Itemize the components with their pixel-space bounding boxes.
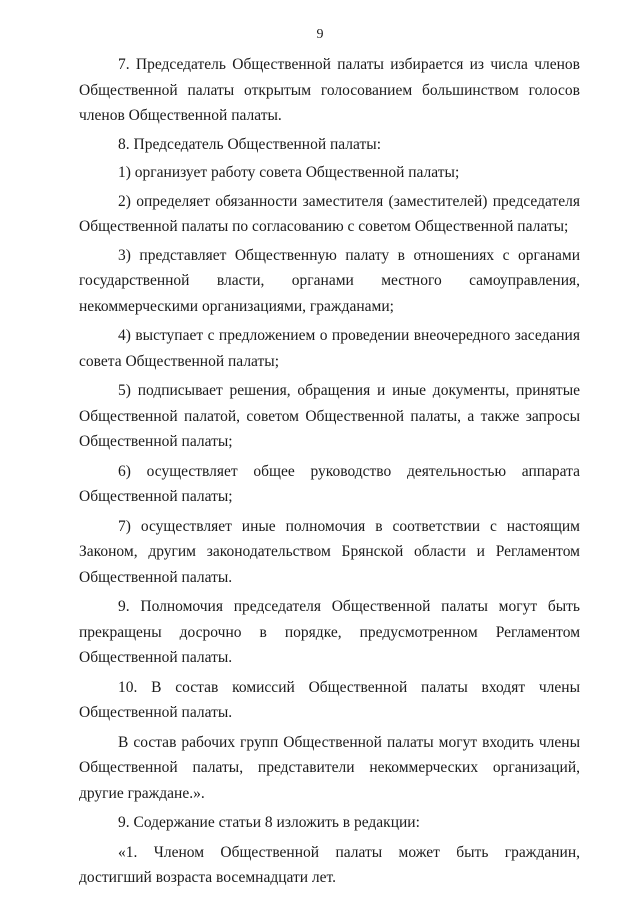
paragraph-item-5: 5) подписывает решения, обращения и иные документы, принятые Общественной палатой, советом Общественной палаты, а также запросы Общественной палаты; bbox=[79, 382, 580, 450]
paragraph-chairman-election: 7. Председатель Общественной палаты избирается из числа членов Общественной палаты открытым голосованием большинством голосов членов Общественной палаты. bbox=[79, 56, 580, 124]
paragraph-member-eligibility: «1. Членом Общественной палаты может быть гражданин, достигший возраста восемнадцати лет. bbox=[79, 843, 580, 886]
paragraph-termination: 9. Полномочия председателя Общественной палаты могут быть прекращены досрочно в порядке, предусмотренном Регламентом Общественной палаты. bbox=[79, 598, 580, 666]
paragraph-item-3: 3) представляет Общественную палату в отношениях с органами государственной власти, органами местного самоуправления, некоммерческими организациями, гражданами; bbox=[79, 246, 580, 315]
paragraph-working-groups: В состав рабочих групп Общественной палаты могут входить члены Общественной палаты, представители некоммерческих организаций, другие граждане.». bbox=[79, 733, 580, 802]
paragraph-article-8-amendment: 9. Содержание статьи 8 изложить в редакции: bbox=[118, 814, 420, 831]
document-body bbox=[79, 52, 580, 891]
paragraph-item-6: 6) осуществляет общее руководство деятельностью аппарата Общественной палаты; bbox=[79, 462, 580, 505]
paragraph-commissions: 10. В состав комиссий Общественной палаты входят члены Общественной палаты. bbox=[79, 678, 580, 721]
paragraph-item-2: 2) определяет обязанности заместителя (заместителей) председателя Общественной палаты по согласованию с советом Общественной палаты; bbox=[79, 192, 580, 235]
paragraph-chairman-powers-heading: 8. Председатель Общественной палаты: bbox=[118, 135, 382, 153]
paragraph-item-1: 1) организует работу совета Общественной палаты; bbox=[118, 164, 460, 181]
paragraph-item-4: 4) выступает с предложением о проведении внеочередного заседания совета Общественной палаты; bbox=[79, 327, 580, 370]
paragraph-item-7: 7) осуществляет иные полномочия в соответствии с настоящим Законом, другим законодательством Брянской области и Регламентом Общественной палаты. bbox=[79, 517, 580, 586]
page-number: 9 bbox=[316, 27, 324, 42]
